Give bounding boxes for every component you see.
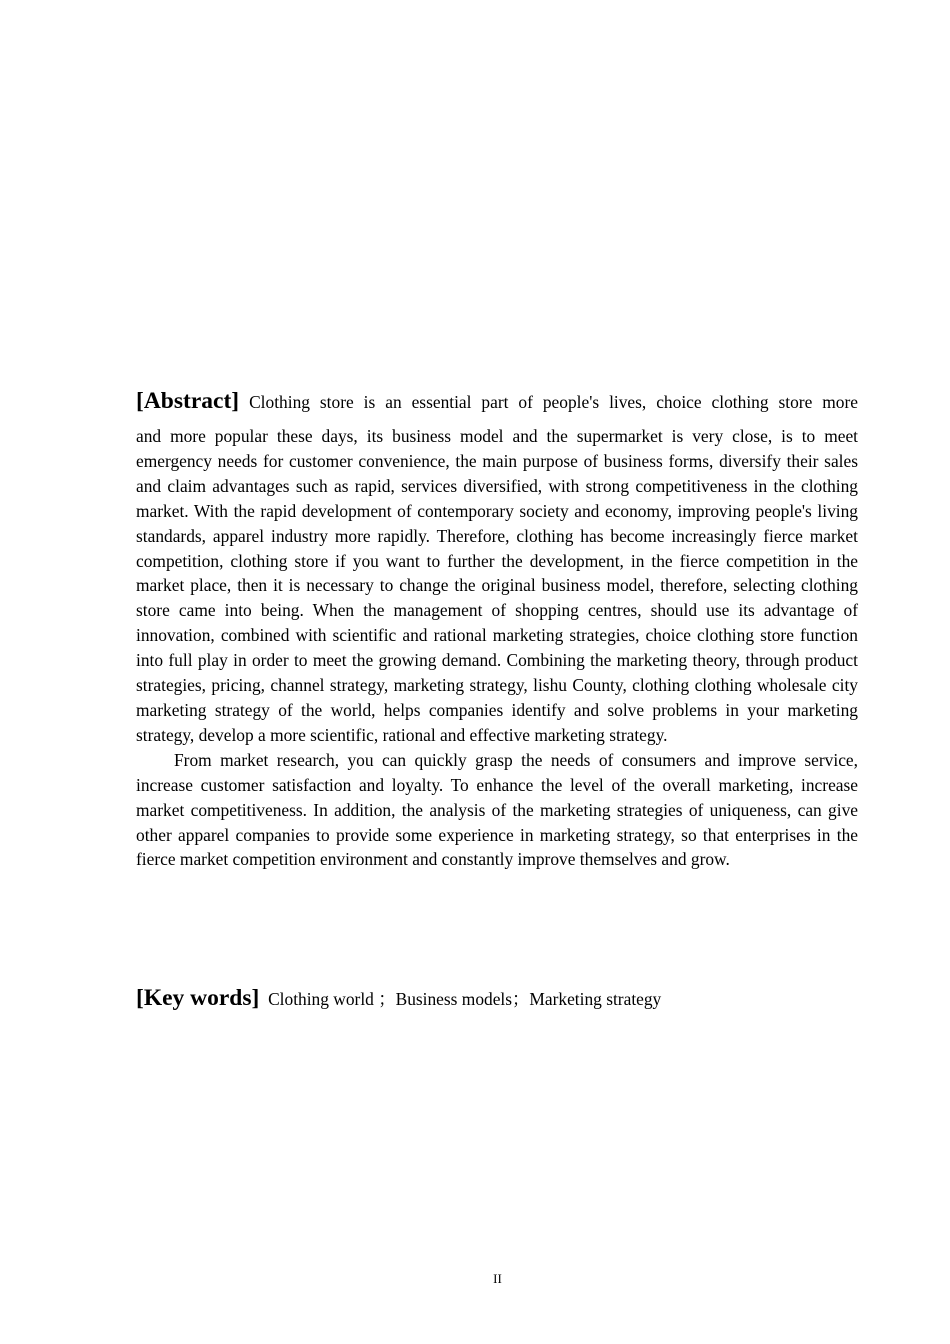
keywords-label: [Key words]: [136, 985, 260, 1011]
abstract-section: [136, 386, 858, 872]
keywords-section: [136, 983, 858, 1014]
abstract-paragraph-1-text: and more popular these days, its business model and the supermarket is very close, is to meet emergency needs for customer convenience, the main purpose of business forms, diversify their sales and claim advantages such as rapid, services diversified, with strong competitiveness in the clothing market. With the rapid development of contemporary society and economy, improving people's living standards, apparel industry more rapidly. Therefore, clothing has become increasingly fierce market competition, clothing store if you want to further the development, in the fierce competition in the market place, then it is necessary to change the original business model, therefore, selecting clothing store came into being. When the management of shopping centres, should use its advantage of innovation, combined with scientific and rational marketing strategies, choice clothing store function into full play in order to meet the growing demand. Combining the marketing theory, through product strategies, pricing, channel strategy, marketing strategy, lishu County, clothing clothing wholesale city marketing strategy of the world, helps companies identify and solve problems in your marketing strategy, develop a more scientific, rational and effective marketing strategy.: [136, 426, 858, 745]
keywords-text: Clothing world ；Business models；Marketing strategy: [268, 989, 662, 1009]
abstract-paragraph-1: [136, 386, 858, 748]
abstract-first-line: [136, 386, 858, 424]
abstract-paragraph-2: From market research, you can quickly grasp the needs of consumers and improve service, increase customer satisfaction and loyalty. To enhance the level of the overall marketing, increase market competitiveness. In addition, the analysis of the marketing strategies of uniqueness, can give other apparel companies to provide some experience in marketing strategy, so that enterprises in the fierce market competition environment and constantly improve themselves and grow.: [136, 749, 858, 870]
abstract-label: [Abstract]: [136, 388, 240, 414]
page-number: II: [493, 1271, 502, 1286]
abstract-first-line-text: Clothing store is an essential part of people's lives, choice clothing store more: [249, 392, 858, 412]
